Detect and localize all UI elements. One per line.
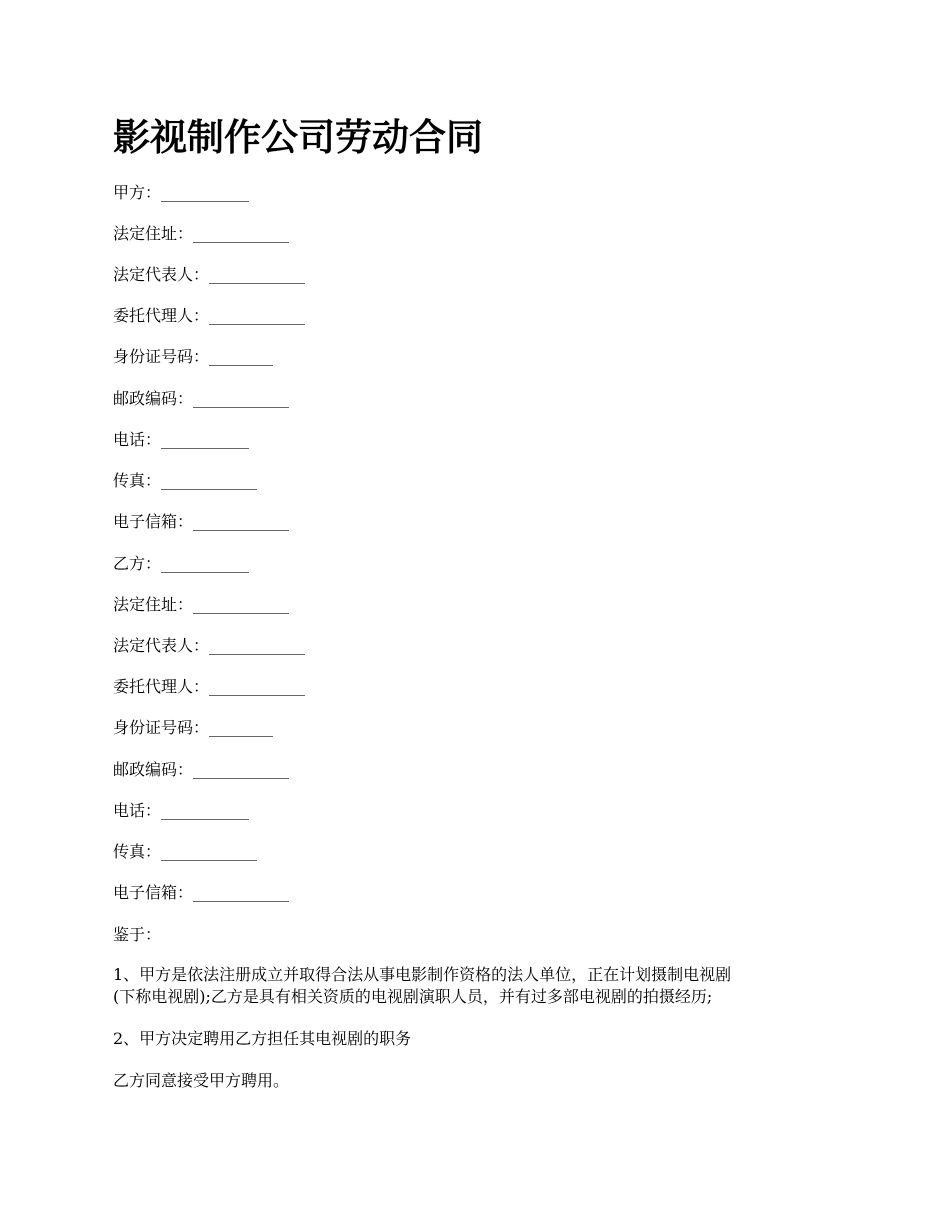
clause-2-paragraph: 2、甲方决定聘用乙方担任其电视剧的职务 [113, 1029, 412, 1048]
party-a-legal-rep-field: 法定代表人：____________ [113, 265, 306, 284]
party-b-email-field: 电子信箱：____________ [113, 883, 290, 902]
party-a-phone-field: 电话：___________ [113, 430, 250, 449]
party-a-email-field: 电子信箱：____________ [113, 512, 290, 531]
party-a-fax-field: 传真：____________ [113, 471, 258, 490]
party-b-postcode-field: 邮政编码：____________ [113, 760, 290, 779]
clause-1-paragraph [113, 964, 843, 1008]
document-title: 影视制作公司劳动合同 [113, 115, 483, 159]
party-a-postcode-field: 邮政编码：____________ [113, 389, 290, 408]
whereas-heading: 鉴于： [113, 925, 162, 944]
party-b-name-field: 乙方：___________ [113, 554, 250, 573]
party-a-id-field: 身份证号码：________ [113, 347, 274, 366]
party-b-address-field: 法定住址：____________ [113, 595, 290, 614]
party-b-id-field: 身份证号码：________ [113, 718, 274, 737]
party-a-agent-field: 委托代理人：____________ [113, 306, 306, 325]
acceptance-paragraph: 乙方同意接受甲方聘用。 [113, 1071, 290, 1090]
party-a-name-field: 甲方：___________ [113, 183, 250, 202]
party-b-agent-field: 委托代理人：____________ [113, 677, 306, 696]
party-b-fax-field: 传真：____________ [113, 842, 258, 861]
party-b-legal-rep-field: 法定代表人：____________ [113, 636, 306, 655]
party-a-address-field: 法定住址：____________ [113, 224, 290, 243]
clause-1-line-2: (下称电视剧);乙方是具有相关资质的电视剧演职人员，并有过多部电视剧的拍摄经历; [113, 987, 713, 1006]
clause-1-line-1: 1、甲方是依法注册成立并取得合法从事电影制作资格的法人单位，正在计划摄制电视剧 [113, 965, 732, 984]
party-b-phone-field: 电话：___________ [113, 801, 250, 820]
